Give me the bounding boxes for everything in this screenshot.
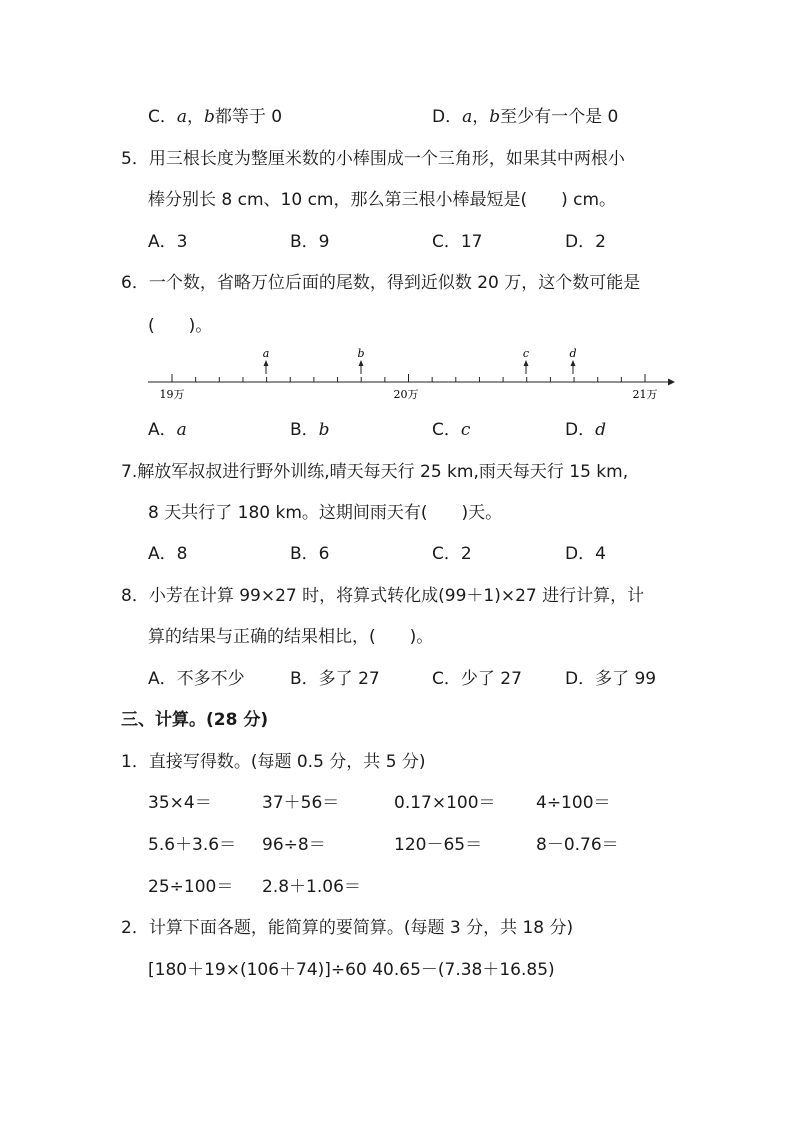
calc-2-1: 5.6＋3.6＝ — [148, 835, 237, 855]
marker-b — [357, 347, 364, 374]
q8-option-c[interactable]: C．少了 27 — [432, 669, 522, 689]
q4-option-c-var-b: b — [204, 107, 215, 127]
calc-1-1: 35×4＝ — [148, 793, 212, 813]
tick-label-20w: 20万 — [393, 388, 419, 401]
section3-title: 三、计算。(28 分) — [121, 710, 269, 730]
q6-stem-line2: ( )。 — [148, 316, 213, 336]
q4-option-d-var-b: b — [489, 107, 501, 127]
q6-option-a-var: a — [176, 420, 187, 440]
q8-stem-line1: 8．小芳在计算 99×27 时，将算式转化成(99＋1)×27 进行计算，计 — [121, 586, 645, 606]
q8-stem-line2: 算的结果与正确的结果相比，( )。 — [148, 627, 434, 647]
q5-option-c[interactable]: C．17 — [432, 232, 483, 252]
q6-stem-line1: 6．一个数，省略万位后面的尾数，得到近似数 20 万，这个数可能是 — [121, 273, 641, 293]
section3-part1-title: 1．直接写得数。(每题 0.5 分，共 5 分) — [121, 752, 426, 772]
marker-b-label: b — [357, 347, 365, 360]
q6-option-a[interactable] — [148, 418, 187, 442]
marker-a — [263, 347, 270, 374]
q6-option-b-label: B． — [290, 420, 319, 440]
q7-stem-line1: 7.解放军叔叔进行野外训练,晴天每天行 25 km,雨天每天行 15 km, — [121, 462, 629, 482]
q7-stem-line2: 8 天共行了 180 km。这期间雨天有( )天。 — [148, 503, 503, 523]
q4-option-d-text: 至少有一个是 0 — [500, 107, 619, 127]
q6-option-c-label: C． — [432, 420, 461, 440]
calc-3-2: 2.8＋1.06＝ — [262, 877, 361, 897]
q5-stem-line2: 棒分别长 8 cm、10 cm，那么第三根小棒最短是( ) cm。 — [148, 190, 617, 210]
q4-option-c-sep: ， — [187, 107, 205, 127]
q7-option-a[interactable]: A．8 — [148, 544, 188, 564]
q4-option-c[interactable] — [148, 105, 282, 129]
q7-option-b[interactable]: B．6 — [290, 544, 330, 564]
section3-part2-expressions: [180＋19×(106＋74)]÷60 40.65－(7.38＋16.85) — [148, 960, 555, 980]
calc-2-4: 8－0.76＝ — [536, 835, 619, 855]
q8-option-b[interactable]: B．多了 27 — [290, 669, 380, 689]
calc-1-2: 37＋56＝ — [262, 793, 340, 813]
q6-option-d[interactable] — [565, 418, 606, 442]
q6-number-line — [0, 345, 793, 405]
marker-a-arrow-icon — [264, 360, 269, 366]
tick-label-21w: 21万 — [632, 388, 658, 401]
calc-2-2: 96÷8＝ — [262, 835, 326, 855]
q5-option-d[interactable]: D．2 — [565, 232, 606, 252]
q4-option-c-text: 都等于 0 — [214, 107, 283, 127]
q6-option-d-label: D． — [565, 420, 596, 440]
q7-option-d[interactable]: D．4 — [565, 544, 606, 564]
q8-option-a[interactable]: A．不多不少 — [148, 669, 245, 689]
marker-c-arrow-icon — [524, 360, 529, 366]
q6-option-b-var: b — [318, 420, 330, 440]
q6-option-c-var: c — [460, 420, 471, 440]
calc-1-3: 0.17×100＝ — [394, 793, 496, 813]
marker-d — [569, 347, 576, 374]
q5-option-b[interactable]: B．9 — [290, 232, 330, 252]
number-line-ticks — [172, 374, 645, 382]
q6-option-a-label: A． — [148, 420, 177, 440]
q6-option-b[interactable] — [290, 418, 330, 442]
q4-option-d-sep: ， — [472, 107, 490, 127]
marker-c-label: c — [522, 347, 530, 360]
calc-1-4: 4÷100＝ — [536, 793, 611, 813]
marker-c — [523, 347, 529, 374]
q4-option-c-label: C． — [148, 107, 177, 127]
q8-option-d[interactable]: D．多了 99 — [565, 669, 657, 689]
q6-option-c[interactable] — [432, 418, 470, 442]
q4-option-d-label: D． — [432, 107, 463, 127]
marker-a-label: a — [262, 347, 270, 360]
q5-stem-line1: 5．用三根长度为整厘米数的小棒围成一个三角形，如果其中两根小 — [121, 149, 625, 169]
marker-d-label: d — [569, 347, 577, 360]
q7-option-c[interactable]: C．2 — [432, 544, 472, 564]
q5-option-a[interactable]: A．3 — [148, 232, 188, 252]
q6-option-d-var: d — [595, 420, 606, 440]
marker-d-arrow-icon — [571, 360, 576, 366]
q4-option-d[interactable] — [432, 105, 618, 129]
q4-option-c-var-a: a — [176, 107, 188, 127]
marker-b-arrow-icon — [359, 360, 364, 366]
tick-label-19w: 19万 — [159, 388, 185, 401]
calc-2-3: 120－65＝ — [394, 835, 483, 855]
q4-option-d-var-a: a — [462, 107, 473, 127]
number-line-arrow-icon — [668, 379, 675, 386]
calc-3-1: 25÷100＝ — [148, 877, 234, 897]
section3-part2-title: 2．计算下面各题，能简算的要简算。(每题 3 分，共 18 分) — [121, 918, 574, 938]
